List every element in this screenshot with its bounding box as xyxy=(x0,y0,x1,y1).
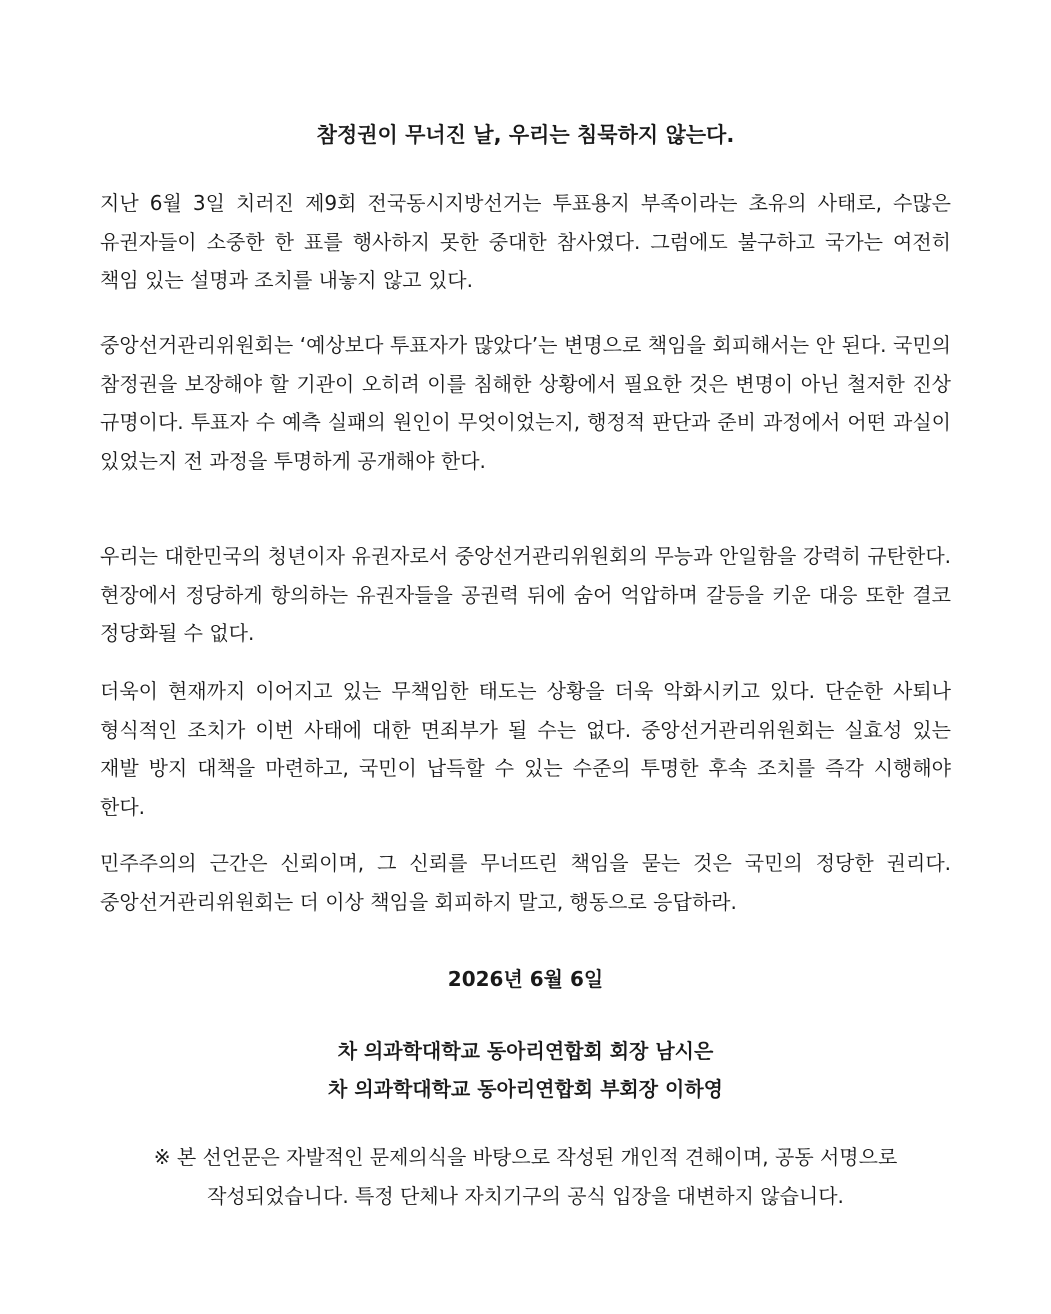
paragraph-4: 더욱이 현재까지 이어지고 있는 무책임한 태도는 상황을 더욱 악화시키고 있다. 단순한 사퇴나 형식적인 조치가 이번 사태에 대한 면죄부가 될 수는 없다. 중앙선거관리위원회는 실효성 있는 재발 방지 대책을 마련하고, 국민이 납득할 수 있는 수준의 투명한 후속 조치를 즉각 시행해야 한다. xyxy=(100,679,951,819)
paragraph-1: 지난 6월 3일 치러진 제9회 전국동시지방선거는 투표용지 부족이라는 초유의 사태로, 수많은 유권자들이 소중한 한 표를 행사하지 못한 중대한 참사였다. 그럼에도 불구하고 국가는 여전히 책임 있는 설명과 조치를 내놓지 않고 있다. xyxy=(100,191,951,292)
signer-vice-president: 차 의과학대학교 동아리연합회 부회장 이하영 xyxy=(328,1077,723,1101)
paragraph-3: 우리는 대한민국의 청년이자 유권자로서 중앙선거관리위원회의 무능과 안일함을 강력히 규탄한다. 현장에서 정당하게 항의하는 유권자들을 공권력 뒤에 숨어 억압하며 갈등을 키운 대응 또한 결코 정당화될 수 없다. xyxy=(100,544,951,645)
paragraph-5: 민주주의의 근간은 신뢰이며, 그 신뢰를 무너뜨린 책임을 묻는 것은 국민의 정당한 권리다. 중앙선거관리위원회는 더 이상 책임을 회피하지 말고, 행동으로 응답하라. xyxy=(100,851,951,914)
paragraph-2: 중앙선거관리위원회는 ‘예상보다 투표자가 많았다’는 변명으로 책임을 회피해서는 안 된다. 국민의 참정권을 보장해야 할 기관이 오히려 이를 침해한 상황에서 필요한 것은 변명이 아닌 철저한 진상 규명이다. 투표자 수 예측 실패의 원인이 무엇이었는지, 행정적 판단과 준비 과정에서 어떤 과실이 있었는지 전 과정을 투명하게 공개해야 한다. xyxy=(100,333,951,473)
document-date: 2026년 6월 6일 xyxy=(447,967,604,991)
disclaimer-note: ※ 본 선언문은 자발적인 문제의식을 바탕으로 작성된 개인적 견해이며, 공동 서명으로 작성되었습니다. 특정 단체나 자치기구의 공식 입장을 대변하지 않습니다. xyxy=(153,1145,898,1208)
document-title: 참정권이 무너진 날, 우리는 침묵하지 않는다. xyxy=(316,123,735,147)
signers-block xyxy=(100,1032,951,1108)
signer-president: 차 의과학대학교 동아리연합회 회장 남시은 xyxy=(337,1039,714,1063)
